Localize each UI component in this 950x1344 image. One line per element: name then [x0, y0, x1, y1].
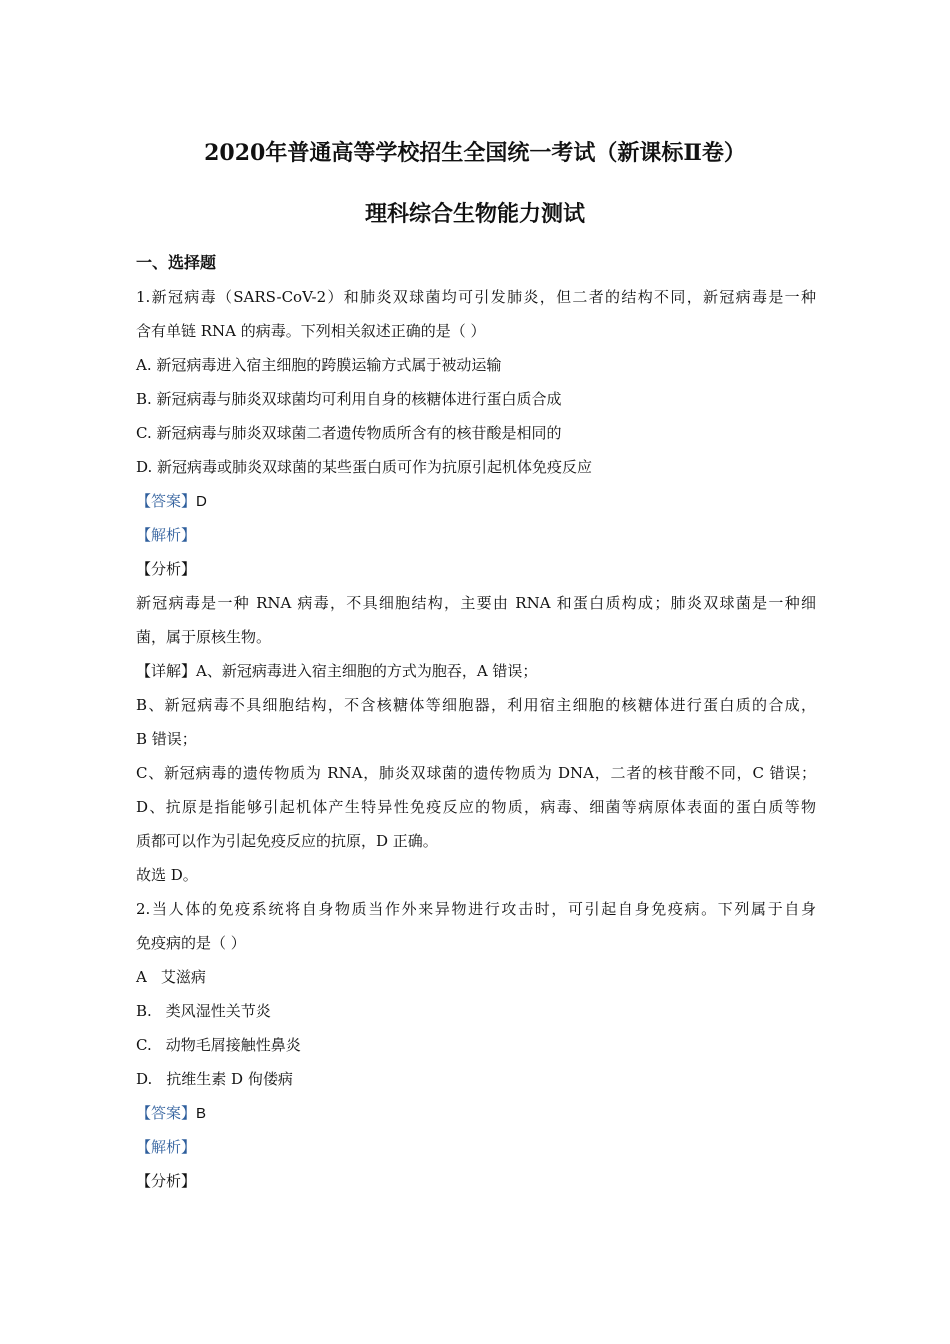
option-letter: A	[136, 968, 147, 986]
question-1	[136, 280, 816, 892]
section-heading: 一、选择题	[136, 253, 217, 272]
page-title: 2020年普通高等学校招生全国统一考试（新课标Ⅱ卷）	[204, 140, 746, 166]
option-text: 类风湿性关节炎	[165, 1002, 271, 1020]
fenxi-text: 菌，属于原核生物。	[136, 628, 272, 646]
option-d: D. 新冠病毒或肺炎双球菌的某些蛋白质可作为抗原引起机体免疫反应	[136, 458, 593, 476]
question-stem: 免疫病的是（ ）	[136, 934, 246, 952]
answer-row	[136, 484, 816, 518]
option-b	[136, 994, 816, 1028]
option-letter: D.	[136, 1070, 153, 1088]
analysis-label: 【解析】	[136, 526, 197, 544]
answer-value: B	[196, 1105, 207, 1122]
analysis-label: 【解析】	[136, 1138, 197, 1156]
option-b: B. 新冠病毒与肺炎双球菌均可利用自身的核糖体进行蛋白质合成	[136, 390, 562, 408]
fenxi-label: 【分析】	[136, 1172, 197, 1190]
question-stem: 2.当人体的免疫系统将自身物质当作外来异物进行攻击时，可引起自身免疫病。下列属于自身	[136, 900, 816, 918]
detail-text: B、新冠病毒不具细胞结构，不含核糖体等细胞器，利用宿主细胞的核糖体进行蛋白质的合成，	[136, 696, 816, 714]
fenxi-text: 新冠病毒是一种 RNA 病毒，不具细胞结构，主要由 RNA 和蛋白质构成；肺炎双球菌是一种细	[136, 594, 816, 612]
detail-text: B 错误；	[136, 730, 197, 748]
option-c	[136, 1028, 816, 1062]
detail-text: C、新冠病毒的遗传物质为 RNA，肺炎双球菌的遗传物质为 DNA，二者的核苷酸不同，C 错误；	[136, 764, 816, 782]
option-letter: C.	[136, 1036, 152, 1054]
option-c: C. 新冠病毒与肺炎双球菌二者遗传物质所含有的核苷酸是相同的	[136, 424, 562, 442]
option-text: 抗维生素 D 佝偻病	[166, 1070, 293, 1088]
question-stem: 含有单链 RNA 的病毒。下列相关叙述正确的是（ ）	[136, 322, 486, 340]
fenxi-label: 【分析】	[136, 560, 197, 578]
answer-row	[136, 1096, 816, 1130]
detail-text: 质都可以作为引起免疫反应的抗原，D 正确。	[136, 832, 438, 850]
answer-label: 【答案】	[136, 492, 197, 510]
conclusion-text: 故选 D。	[136, 866, 198, 884]
option-d	[136, 1062, 816, 1096]
answer-label: 【答案】	[136, 1104, 197, 1122]
detail-text: D、抗原是指能够引起机体产生特异性免疫反应的物质，病毒、细菌等病原体表面的蛋白质等物	[136, 798, 816, 816]
detail-text: 【详解】A、新冠病毒进入宿主细胞的方式为胞吞，A 错误；	[136, 662, 538, 680]
question-stem: 1.新冠病毒（SARS-CoV-2）和肺炎双球菌均可引发肺炎，但二者的结构不同，新冠病毒是一种	[136, 288, 816, 306]
option-a	[136, 960, 816, 994]
option-a: A. 新冠病毒进入宿主细胞的跨膜运输方式属于被动运输	[136, 356, 502, 374]
option-letter: B.	[136, 1002, 152, 1020]
option-text: 动物毛屑接触性鼻炎	[165, 1036, 301, 1054]
option-text: 艾滋病	[160, 968, 206, 986]
page-subtitle: 理科综合生物能力测试	[364, 201, 585, 227]
document-body	[136, 246, 816, 1198]
question-2	[136, 892, 816, 1198]
answer-value: D	[196, 493, 207, 510]
